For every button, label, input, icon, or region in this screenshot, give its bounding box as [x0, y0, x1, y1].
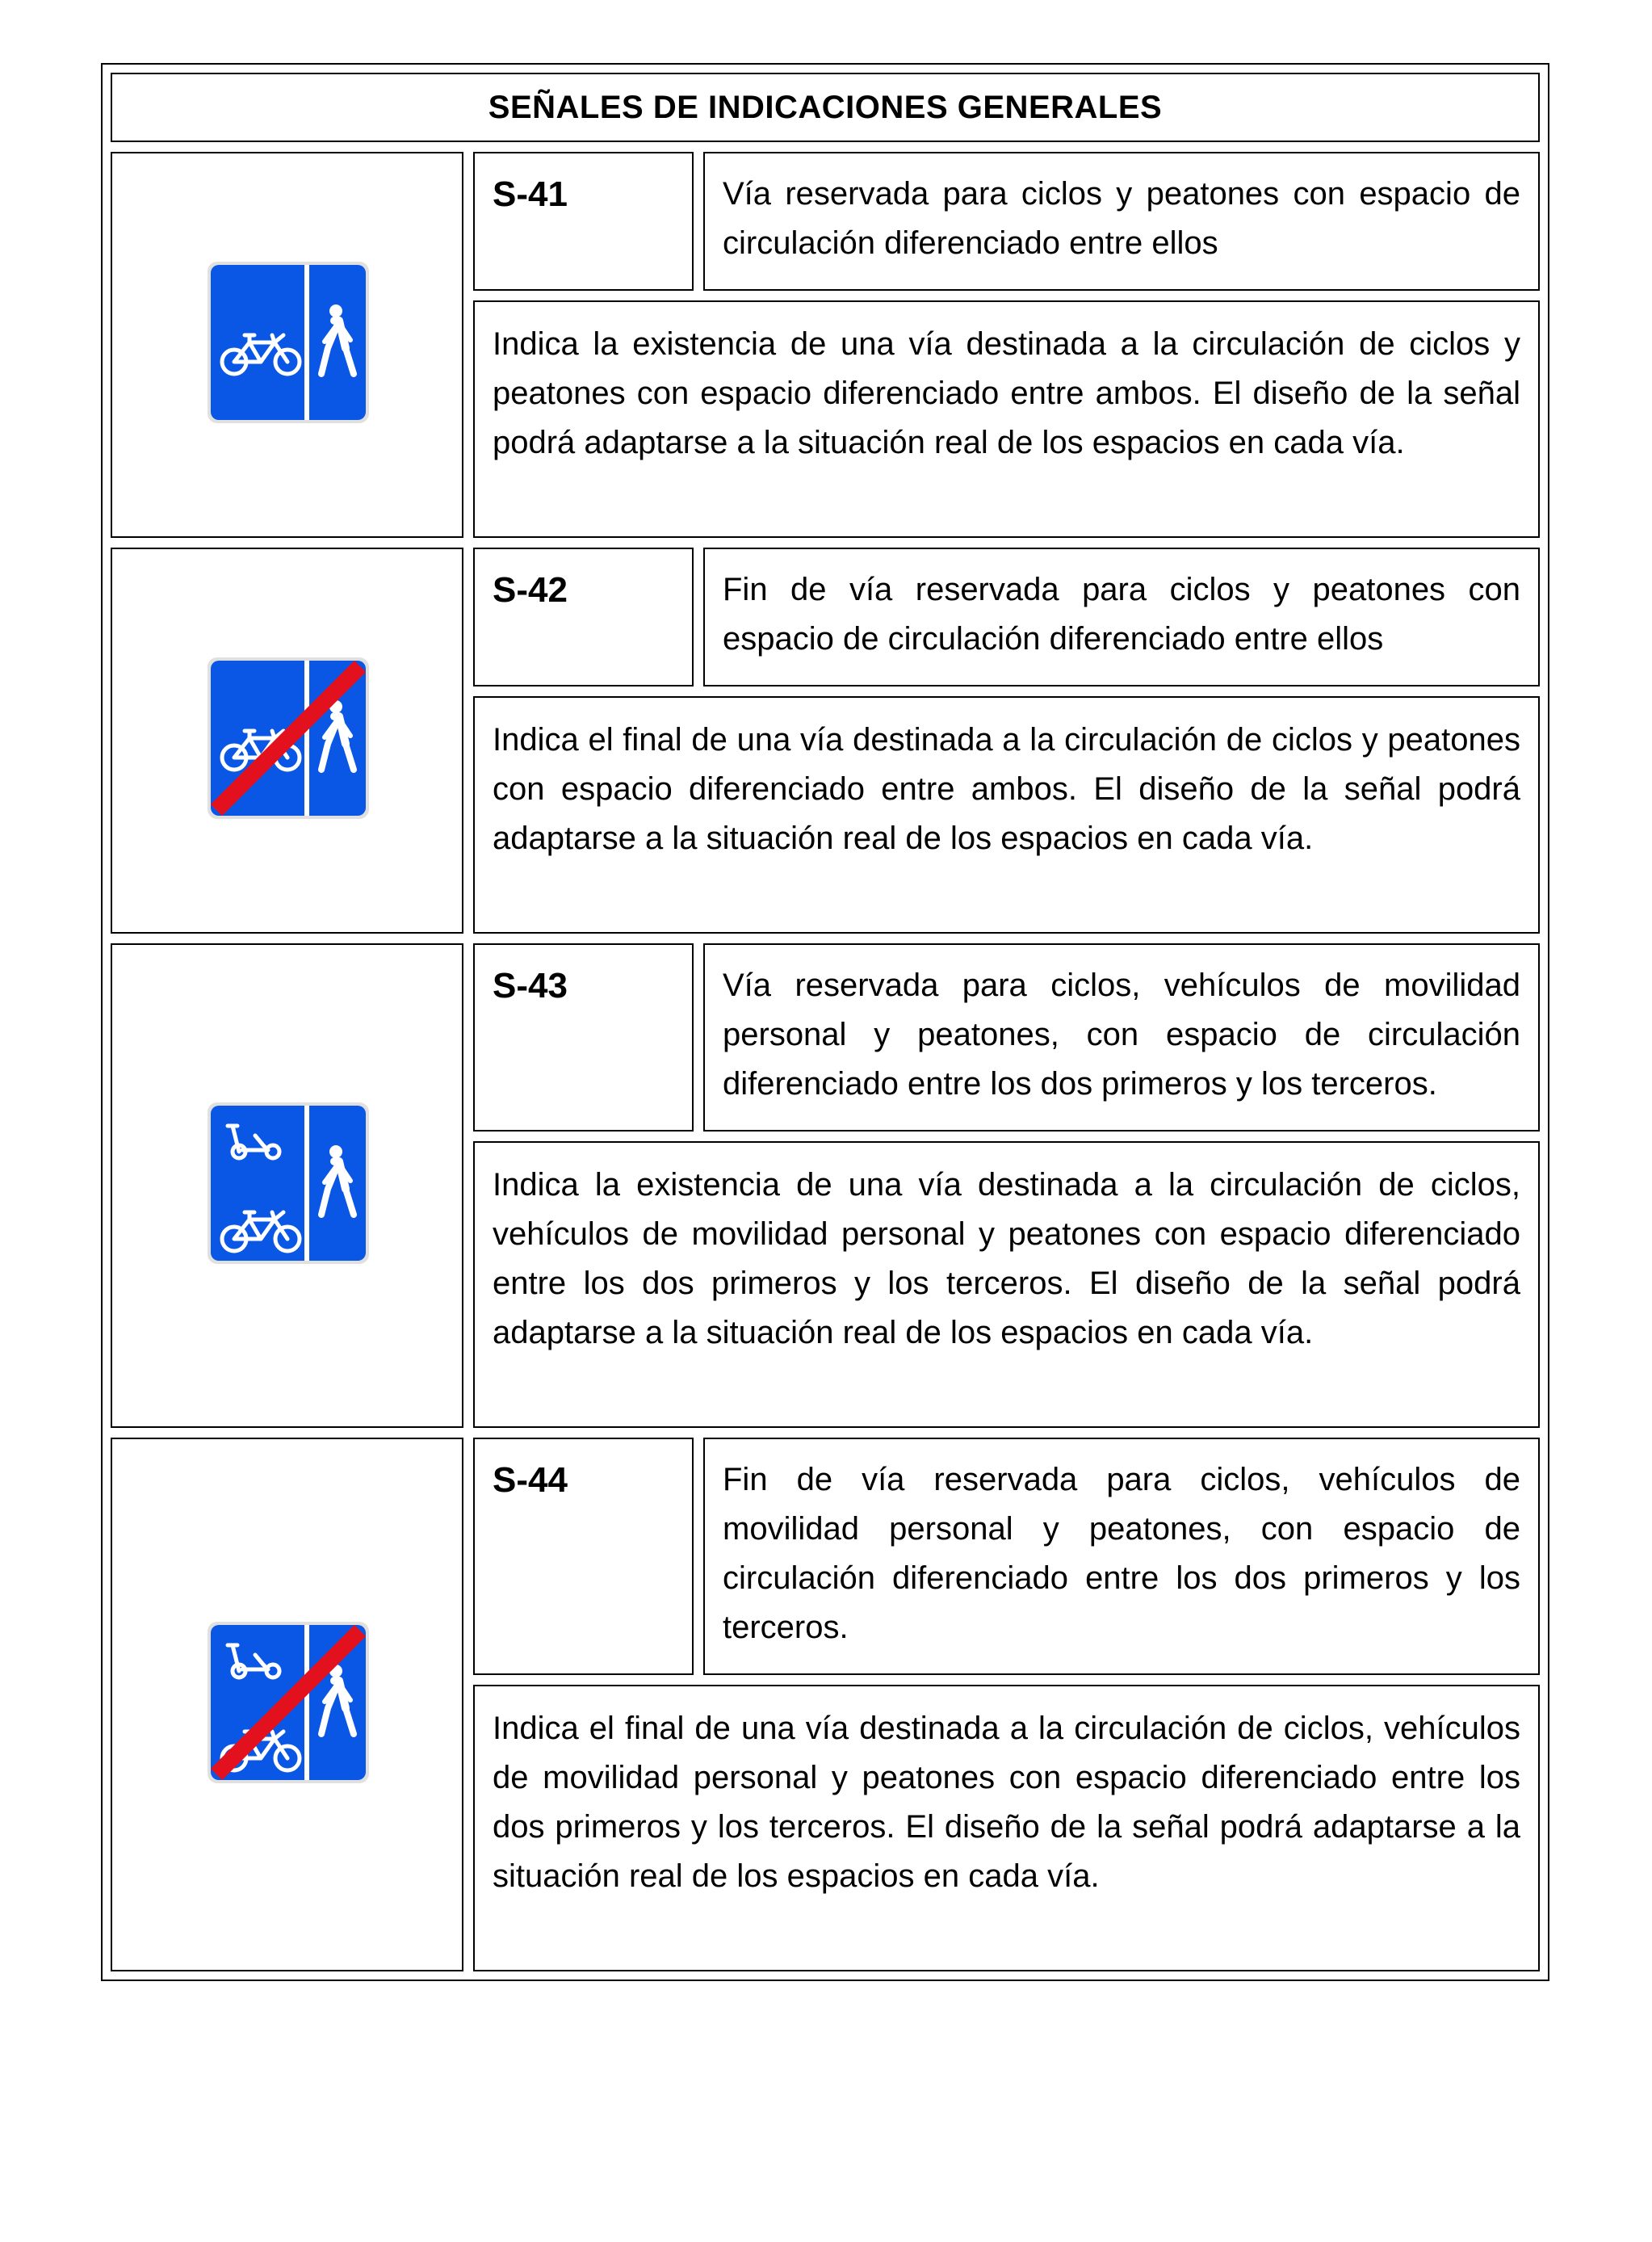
signal-description-s44: Indica el final de una vía destinada a la circulación de ciclos, vehículos de movilidad personal y peatones con espacio diferenciado entre los dos primeros y los terceros. El diseño de la señal podrá adaptarse a la situación real de los espacios en cada vía. [473, 1685, 1540, 1971]
end-bicycle-pedestrian-sign-icon [207, 657, 370, 820]
sign-cell-s41 [111, 152, 463, 538]
signal-code-s43: S-43 [473, 943, 694, 1131]
sign-cell-s44 [111, 1438, 463, 1971]
sign-cell-s43 [111, 943, 463, 1428]
signal-code-s44: S-44 [473, 1438, 694, 1675]
signal-code-s41: S-41 [473, 152, 694, 291]
table-title: SEÑALES DE INDICACIONES GENERALES [111, 73, 1540, 142]
signal-name-s44: Fin de vía reservada para ciclos, vehículos de movilidad personal y peatones, con espacio de circulación diferenciado entre los dos primeros y los terceros. [703, 1438, 1540, 1675]
signal-description-s42: Indica el final de una vía destinada a la circulación de ciclos y peatones con espacio diferenciado entre ambos. El diseño de la señal podrá adaptarse a la situación real de los espacios en cada vía. [473, 696, 1540, 934]
scooter-bicycle-pedestrian-sign-icon [207, 1102, 370, 1265]
signal-description-s41: Indica la existencia de una vía destinada a la circulación de ciclos y peatones con espacio diferenciado entre ambos. El diseño de la señal podrá adaptarse a la situación real de los espacios en cada vía. [473, 300, 1540, 538]
end-scooter-bicycle-pedestrian-sign-icon [207, 1621, 370, 1784]
signal-description-s43: Indica la existencia de una vía destinada a la circulación de ciclos, vehículos de movilidad personal y peatones con espacio diferenciado entre los dos primeros y los terceros. El diseño de la señal podrá adaptarse a la situación real de los espacios en cada vía. [473, 1141, 1540, 1428]
signal-name-s41: Vía reservada para ciclos y peatones con espacio de circulación diferenciado entre ellos [703, 152, 1540, 291]
signal-code-s42: S-42 [473, 548, 694, 686]
signal-name-s42: Fin de vía reservada para ciclos y peatones con espacio de circulación diferenciado entre ellos [703, 548, 1540, 686]
sign-cell-s42 [111, 548, 463, 934]
signal-name-s43: Vía reservada para ciclos, vehículos de movilidad personal y peatones, con espacio de circulación diferenciado entre los dos primeros y los terceros. [703, 943, 1540, 1131]
bicycle-pedestrian-sign-icon [207, 261, 370, 424]
